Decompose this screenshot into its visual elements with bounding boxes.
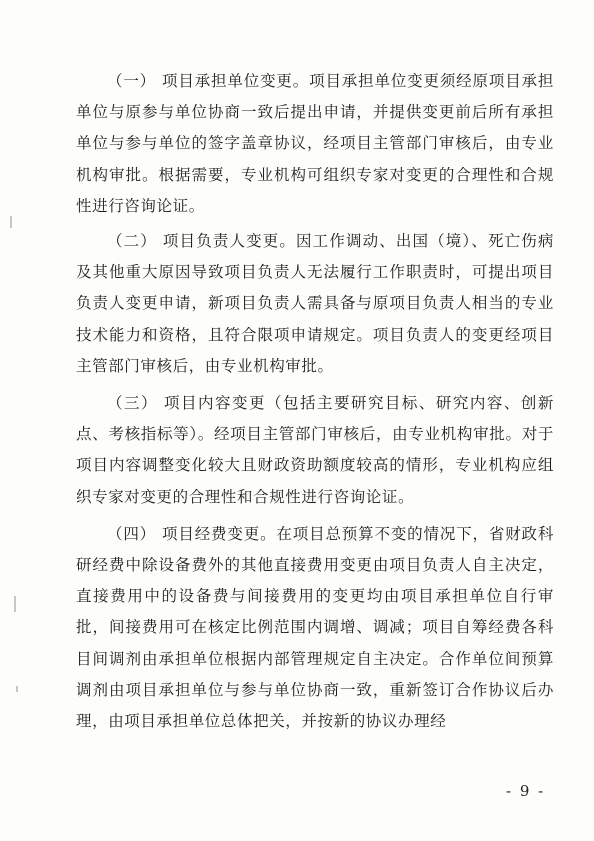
paragraph-text: 项目内容变更（包括主要研究目标、研究内容、创新点、考核指标等）。经项目主管部门审核后，由专业机构审批。对于项目内容调整变化较大且财政资助额度较高的情形，专业机构应组织专家对变更的合理性和合规性进行咨询论证。 (76, 394, 554, 506)
document-body (76, 66, 554, 745)
paragraph-budget-change (76, 519, 554, 737)
paragraph-text: 项目承担单位变更。项目承担单位变更须经原项目承担单位与原参与单位协商一致后提出申请，并提供变更前后所有承担单位与参与单位的签字盖章协议，经项目主管部门审核后，由专业机构审批。根据需要，专业机构可组织专家对变更的合理性和合规性进行咨询论证。 (76, 72, 554, 215)
paragraph-text: 项目负责人变更。因工作调动、出国（境）、死亡伤病及其他重大原因导致项目负责人无法履行工作职责时，可提出项目负责人变更申请，新项目负责人需具备与原项目负责人相当的专业技术能力和资格，且符合限项申请规定。项目负责人的变更经项目主管部门审核后，由专业机构审批。 (76, 232, 554, 375)
paragraph-unit-change (76, 66, 554, 222)
binding-hole-mark (16, 686, 18, 692)
paragraph-leader-change (76, 226, 554, 382)
paragraph-heading: （三） (107, 394, 158, 413)
binding-hole-mark (14, 596, 16, 612)
paragraph-content-change (76, 388, 554, 513)
paragraph-heading: （二） (107, 232, 157, 251)
paragraph-heading: （一） (107, 72, 157, 90)
paragraph-text: 项目经费变更。在项目总预算不变的情况下，省财政科研经费中除设备费外的其他直接费用变更由项目负责人自主决定，直接费用中的设备费与间接费用的变更均由项目承担单位自行审批，间接费用可在核定比例范围内调增、调减；项目自筹经费各科目间调剂由承担单位根据内部管理规定自主决定。合作单位间预算调剂由项目承担单位与参与单位协商一致，重新签订合作协议后办理，由项目承担单位总体把关，并按新的协议办理经 (76, 524, 554, 731)
paragraph-heading: （四） (107, 524, 157, 543)
page-number: - 9 - (506, 782, 546, 800)
binding-hole-mark (10, 216, 12, 228)
